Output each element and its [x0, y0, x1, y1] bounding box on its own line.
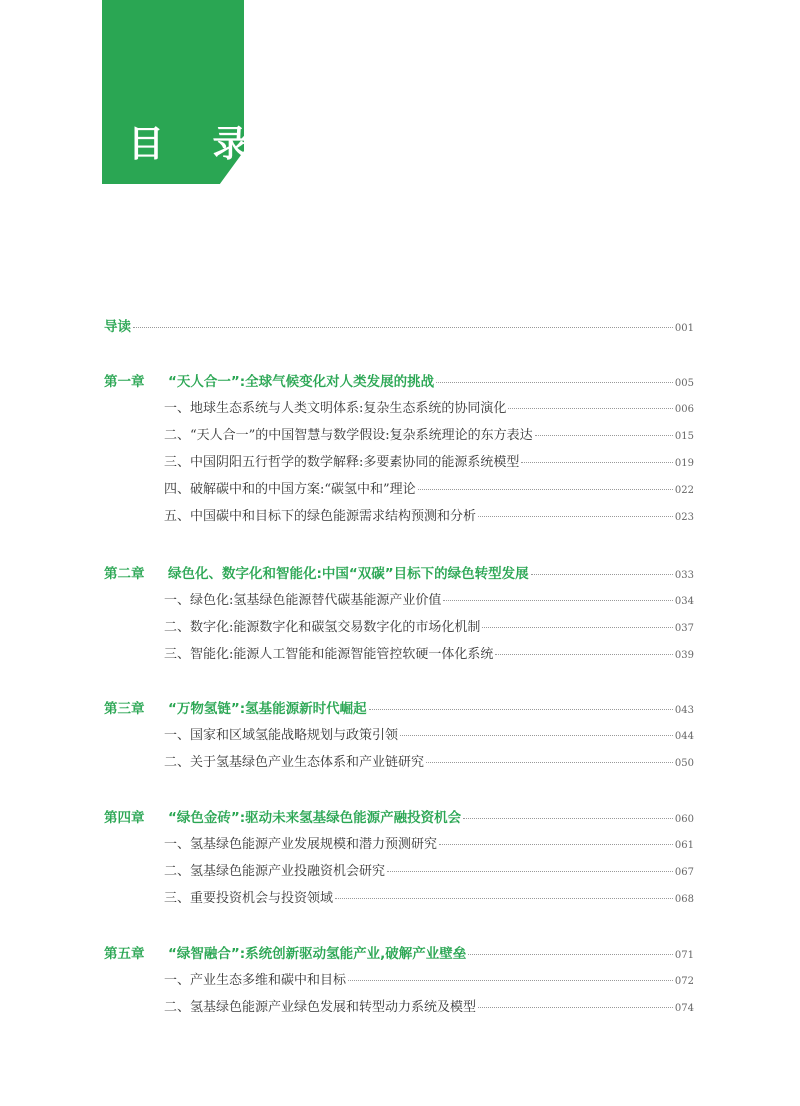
toc-section[interactable] [164, 833, 694, 853]
toc-section[interactable] [164, 589, 694, 609]
section-title: 一、绿色化:氢基绿色能源替代碳基能源产业价值 [164, 593, 442, 608]
section-title: 一、国家和区域氢能战略规划与政策引领 [164, 728, 399, 743]
toc-entry-intro[interactable] [104, 315, 694, 335]
chapter-heading [104, 942, 466, 962]
dot-leader [400, 735, 673, 736]
page-number: 061 [674, 840, 694, 851]
dot-leader [535, 435, 673, 436]
toc-chapter-5[interactable] [104, 942, 694, 962]
page-number: 068 [674, 894, 694, 905]
section-title: 二、“天人合一”的中国智慧与数学假设:复杂系统理论的东方表达 [164, 428, 533, 443]
chapter-title: 绿色化、数字化和智能化:中国“双碳”目标下的绿色转型发展 [168, 566, 529, 582]
dot-leader [443, 600, 673, 601]
section-title: 二、氢基绿色能源产业绿色发展和转型动力系统及模型 [164, 1000, 477, 1015]
page-number: 044 [674, 731, 694, 742]
chapter-heading [104, 370, 434, 390]
dot-leader [436, 382, 673, 383]
section-title: 四、破解碳中和的中国方案:“碳氢中和”理论 [164, 482, 416, 497]
page-number: 060 [674, 814, 694, 825]
dot-leader [508, 408, 673, 409]
chapter-number: 第一章 [104, 374, 145, 390]
dot-leader [439, 844, 673, 845]
page-number: 037 [674, 623, 694, 634]
dot-leader [463, 818, 673, 819]
page-title: 目 录 [128, 124, 267, 165]
page-number: 071 [674, 950, 694, 961]
page-number: 067 [674, 867, 694, 878]
toc-chapter-2[interactable] [104, 562, 694, 582]
section-title: 一、氢基绿色能源产业发展规模和潜力预测研究 [164, 837, 438, 852]
dot-leader [495, 654, 673, 655]
section-title: 二、氢基绿色能源产业投融资机会研究 [164, 864, 386, 879]
page-number: 001 [674, 323, 694, 334]
page-number: 023 [674, 512, 694, 523]
dot-leader [335, 898, 673, 899]
page-number: 050 [674, 758, 694, 769]
toc-section[interactable] [164, 724, 694, 744]
page-number: 005 [674, 378, 694, 389]
chapter-heading [104, 562, 529, 582]
dot-leader [521, 462, 673, 463]
toc-section[interactable] [164, 969, 694, 989]
toc-chapter-3[interactable] [104, 697, 694, 717]
dot-leader [369, 709, 673, 710]
toc-section[interactable] [164, 478, 694, 498]
toc-section[interactable] [164, 397, 694, 417]
toc-section[interactable] [164, 643, 694, 663]
section-title: 五、中国碳中和目标下的绿色能源需求结构预测和分析 [164, 509, 477, 524]
chapter-title: “天人合一”:全球气候变化对人类发展的挑战 [168, 374, 435, 390]
page-number: 072 [674, 976, 694, 987]
section-title: 二、关于氢基绿色产业生态体系和产业链研究 [164, 755, 425, 770]
toc-entry-title: 导读 [104, 319, 131, 335]
toc-section[interactable] [164, 451, 694, 471]
toc-section[interactable] [164, 505, 694, 525]
toc-section[interactable] [164, 616, 694, 636]
dot-leader [478, 516, 673, 517]
page-number: 019 [674, 458, 694, 469]
section-title: 一、地球生态系统与人类文明体系:复杂生态系统的协同演化 [164, 401, 507, 416]
toc-section[interactable] [164, 860, 694, 880]
dot-leader [418, 489, 673, 490]
page-number: 043 [674, 705, 694, 716]
dot-leader [387, 871, 673, 872]
chapter-number: 第二章 [104, 566, 145, 582]
dot-leader [478, 1007, 673, 1008]
page-number: 039 [674, 650, 694, 661]
chapter-heading [104, 697, 367, 717]
section-title: 二、数字化:能源数字化和碳氢交易数字化的市场化机制 [164, 620, 481, 635]
section-title: 三、重要投资机会与投资领域 [164, 891, 334, 906]
page-number: 033 [674, 570, 694, 581]
chapter-number: 第三章 [104, 701, 145, 717]
dot-leader [348, 980, 673, 981]
dot-leader [531, 574, 673, 575]
section-title: 三、智能化:能源人工智能和能源智能管控软硬一体化系统 [164, 647, 494, 662]
page-number: 022 [674, 485, 694, 496]
page-number: 034 [674, 596, 694, 607]
chapter-number: 第四章 [104, 810, 145, 826]
section-title: 三、中国阴阳五行哲学的数学解释:多要素协同的能源系统模型 [164, 455, 520, 470]
chapter-title: “绿色金砖”:驱动未来氢基绿色能源产融投资机会 [168, 810, 462, 826]
page-number: 074 [674, 1003, 694, 1014]
toc-section[interactable] [164, 996, 694, 1016]
dot-leader [482, 627, 673, 628]
page-number: 006 [674, 404, 694, 415]
chapter-title: “万物氢链”:氢基能源新时代崛起 [168, 701, 367, 717]
toc-section[interactable] [164, 424, 694, 444]
dot-leader [468, 954, 673, 955]
chapter-number: 第五章 [104, 946, 145, 962]
chapter-heading [104, 806, 461, 826]
chapter-title: “绿智融合”:系统创新驱动氢能产业,破解产业壁垒 [168, 946, 467, 962]
page-number: 015 [674, 431, 694, 442]
toc-chapter-4[interactable] [104, 806, 694, 826]
dot-leader [426, 762, 673, 763]
toc-chapter-1[interactable] [104, 370, 694, 390]
toc-section[interactable] [164, 751, 694, 771]
toc-section[interactable] [164, 887, 694, 907]
section-title: 一、产业生态多维和碳中和目标 [164, 973, 347, 988]
dot-leader [133, 327, 673, 328]
